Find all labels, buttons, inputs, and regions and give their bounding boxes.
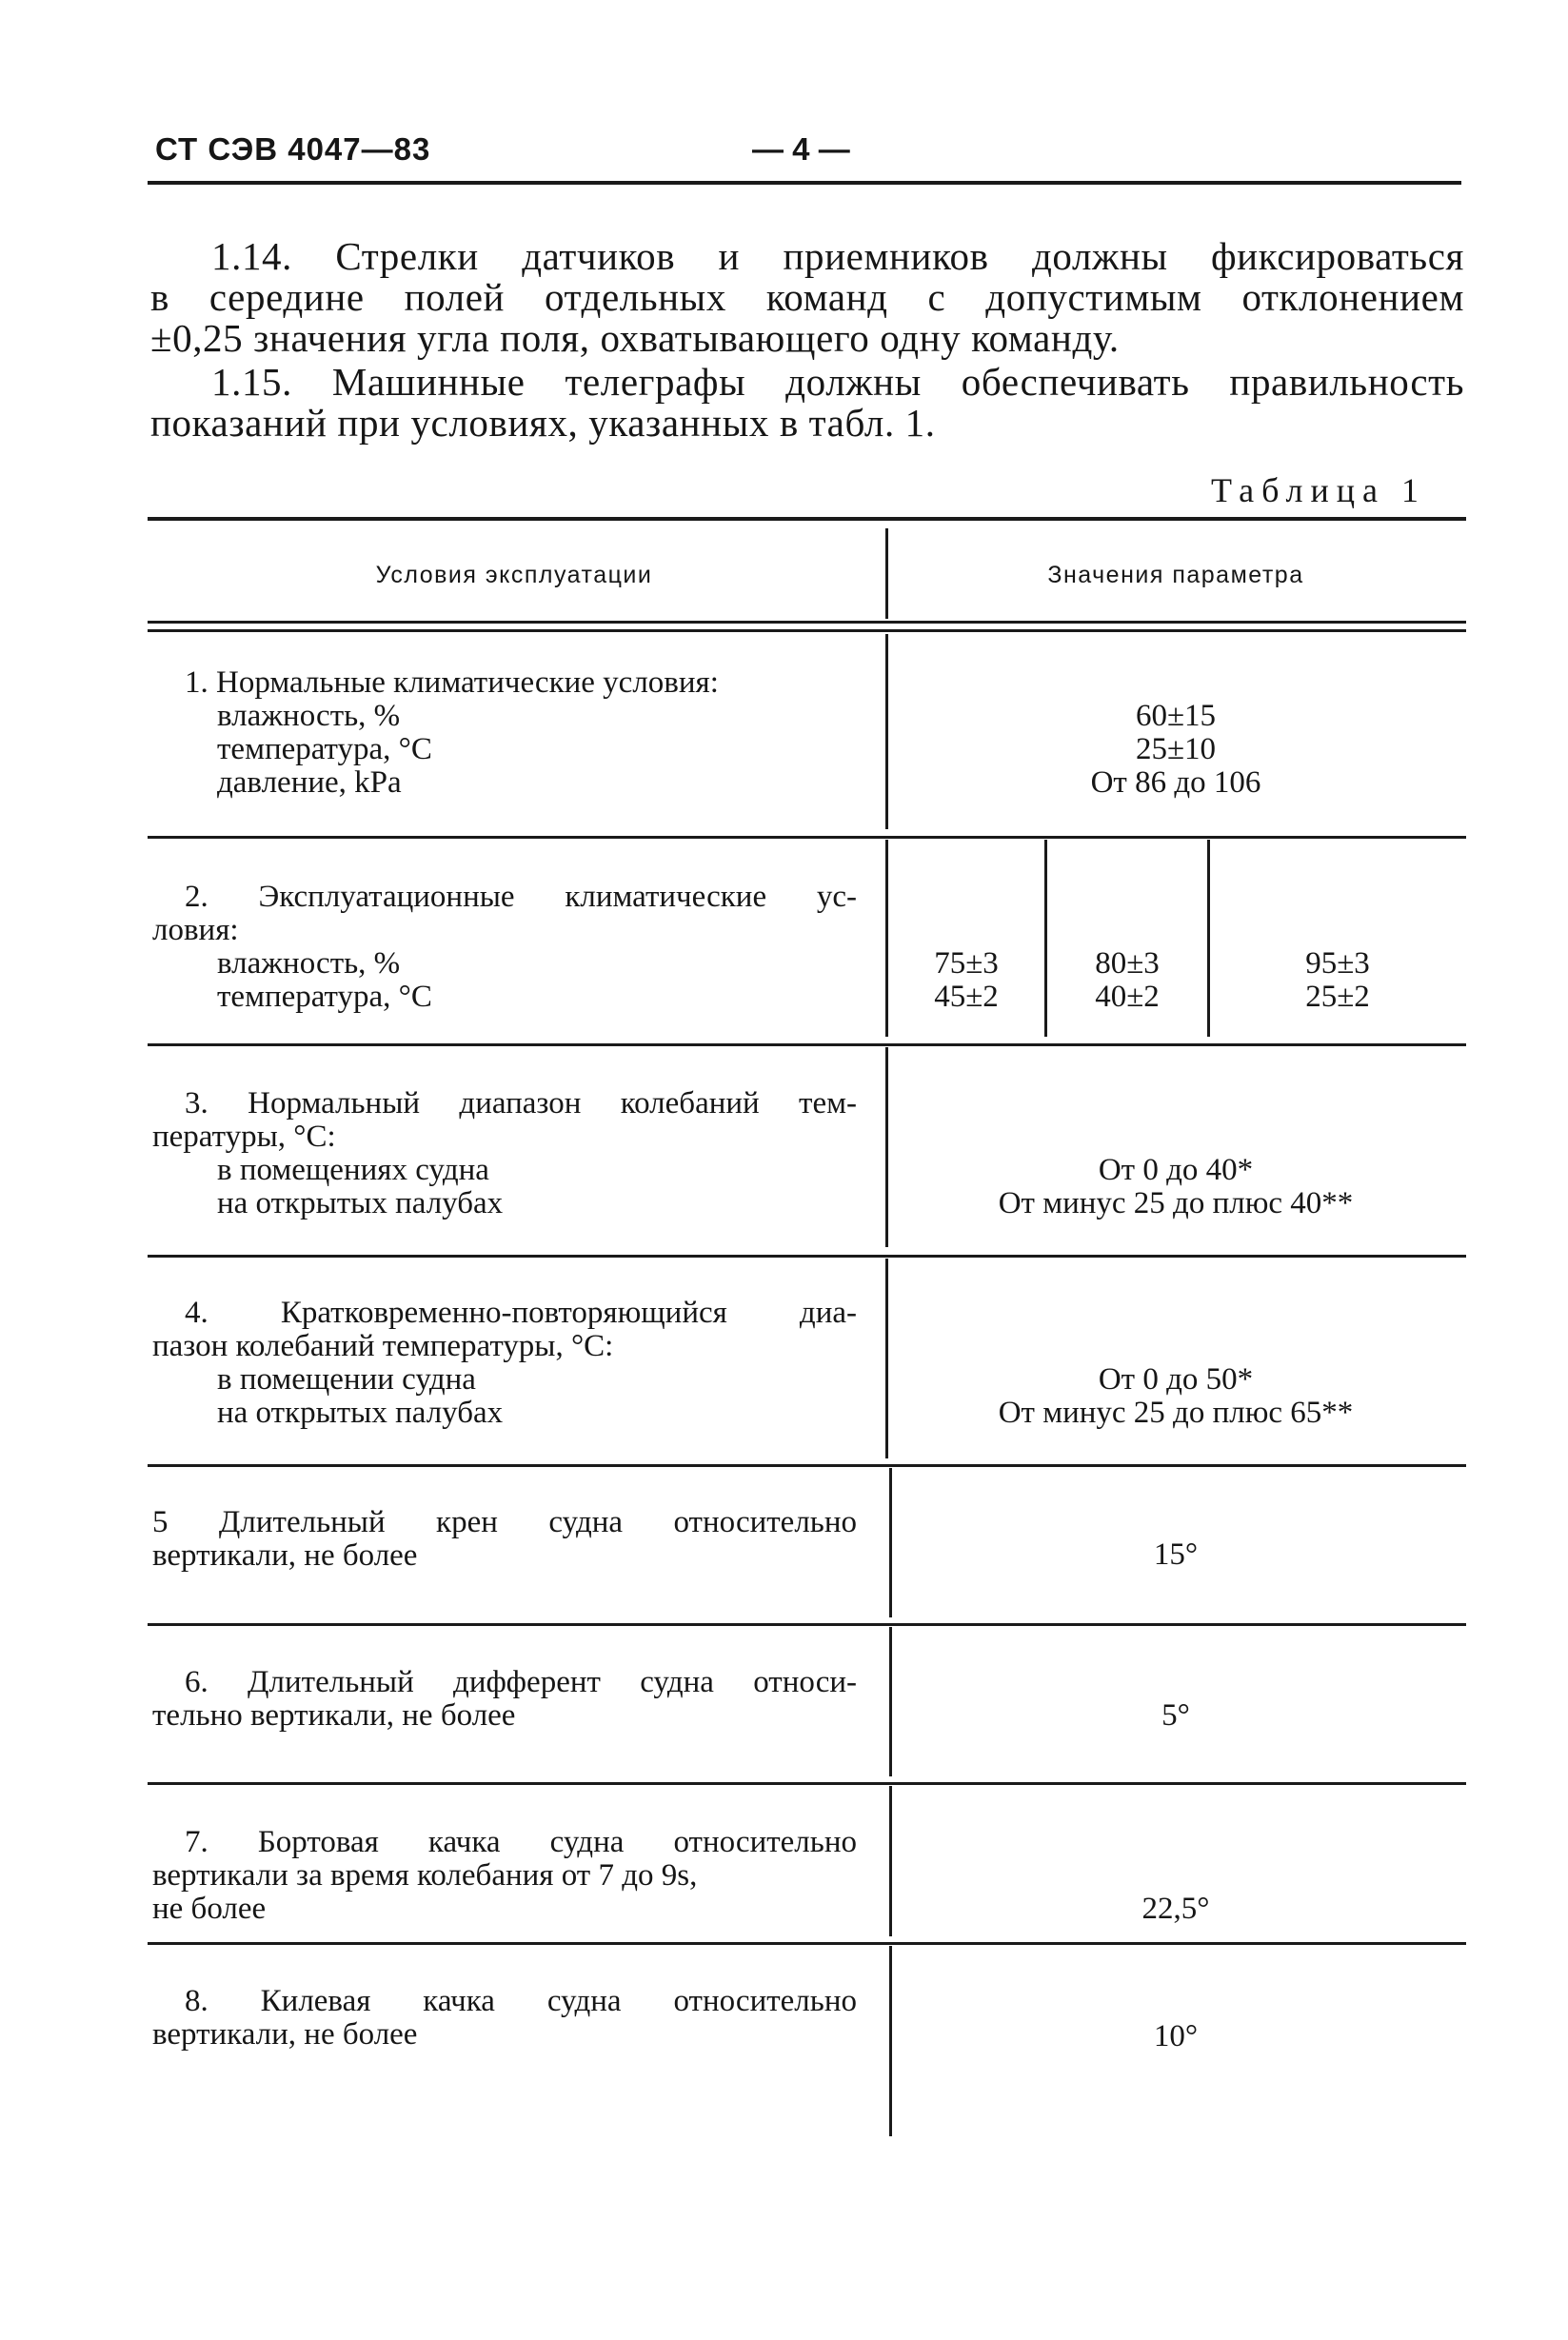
table-row-5-value: [890, 1538, 1461, 1572]
value-line: 95±3: [1305, 946, 1370, 981]
row-separator: [148, 836, 1466, 839]
table-row-4-condition: [152, 1297, 857, 1430]
p1-line: в середине полей отдельных команд с допустимым отклонением: [150, 275, 1464, 319]
table-top-rule: [148, 517, 1466, 521]
value-line: 80±3: [1095, 946, 1160, 981]
table-row-7-value: [890, 1893, 1461, 1926]
condition-line: 3. Нормальный диапазон колебаний тем-: [185, 1086, 857, 1120]
value-line: 5°: [1161, 1698, 1190, 1733]
header-rule: [148, 181, 1461, 185]
condition-line: вертикали, не более: [152, 1538, 418, 1573]
table-row-7-condition: [152, 1826, 857, 1926]
page-header: [148, 124, 1461, 181]
table-caption: Таблица 1: [1211, 471, 1426, 509]
condition-line: давление, kPa: [217, 765, 402, 800]
value-line: 45±2: [934, 980, 999, 1014]
value-line: От минус 25 до плюс 65**: [998, 1396, 1354, 1430]
value-line: От минус 25 до плюс 40**: [998, 1186, 1354, 1220]
condition-line: в помещении судна: [217, 1362, 476, 1397]
column-divider: [885, 634, 888, 829]
table-row-1-condition: [152, 666, 857, 800]
header-rule-upper: [148, 621, 1466, 624]
value-line: 40±2: [1095, 980, 1160, 1014]
table-row-8-value: [890, 2020, 1461, 2053]
header-rule-lower: [148, 629, 1466, 632]
value-line: 25±2: [1305, 980, 1370, 1014]
row-separator: [148, 1255, 1466, 1258]
table-row-2-value-b: [1047, 947, 1207, 1014]
condition-line: пазон колебаний температуры, °С:: [152, 1329, 614, 1363]
condition-line: 8. Килевая качка судна относительно: [185, 1984, 857, 2018]
condition-line: на открытых палубах: [217, 1396, 504, 1430]
condition-line: не более: [152, 1892, 267, 1926]
condition-line: тельно вертикали, не более: [152, 1698, 516, 1733]
table-row-2-value-a: [890, 947, 1042, 1014]
value-line: От 86 до 106: [1090, 765, 1261, 800]
row-separator: [148, 1043, 1466, 1046]
condition-line: 4. Кратковременно-повторяющийся диа-: [185, 1296, 857, 1330]
p2-line: показаний при условиях, указанных в табл. 1.: [150, 401, 936, 445]
column-divider: [885, 840, 888, 1037]
table-row-8-condition: [152, 1985, 857, 2052]
col-header-values: Значения параметра: [1047, 562, 1304, 588]
condition-line: пературы, °С:: [152, 1120, 336, 1154]
condition-line: ловия:: [152, 913, 239, 947]
table-row-2-value-c: [1210, 947, 1465, 1014]
condition-line: 2. Эксплуатационные климатические ус-: [185, 880, 857, 914]
table-row-3-value: [890, 1154, 1461, 1220]
condition-line: влажность, %: [217, 946, 401, 981]
table-row-2-condition: [152, 881, 857, 1014]
condition-line: температура, °С: [217, 732, 432, 766]
condition-line: влажность, %: [217, 699, 401, 733]
value-line: 25±10: [1135, 732, 1217, 766]
condition-line: 1. Нормальные климатические условия:: [185, 665, 719, 700]
column-divider: [885, 1259, 888, 1458]
paragraph-1-14: [150, 236, 1464, 359]
table-row-3-condition: [152, 1087, 857, 1220]
p2-line: 1.15. Машинные телеграфы должны обеспечивать правильность: [211, 360, 1464, 404]
p1-line: 1.14. Стрелки датчиков и приемников должны фиксироваться: [211, 234, 1464, 278]
value-line: От 0 до 40*: [1098, 1153, 1254, 1187]
header-divider: [885, 528, 888, 619]
value-line: 15°: [1153, 1537, 1199, 1572]
condition-line: температура, °С: [217, 980, 432, 1014]
condition-line: в помещениях судна: [217, 1153, 489, 1187]
condition-line: 7. Бортовая качка судна относительно: [185, 1825, 857, 1859]
table-row-6-condition: [152, 1666, 857, 1733]
row-separator: [148, 1942, 1466, 1945]
condition-line: вертикали за время колебания от 7 до 9s,: [152, 1858, 698, 1893]
paragraph-1-15: [150, 362, 1464, 444]
p1-line: ±0,25 значения угла поля, охватывающего одну команду.: [150, 316, 1120, 360]
table-row-4-value: [890, 1363, 1461, 1430]
column-divider: [885, 1047, 888, 1247]
row-separator: [148, 1464, 1466, 1467]
col-header-conditions: Условия эксплуатации: [375, 562, 653, 588]
value-line: 60±15: [1135, 699, 1217, 733]
value-line: 22,5°: [1141, 1892, 1210, 1926]
table-row-5-condition: [152, 1506, 857, 1573]
table-row-1-value: [890, 700, 1461, 800]
condition-line: 6. Длительный дифферент судна относи-: [185, 1665, 857, 1699]
value-line: От 0 до 50*: [1098, 1362, 1254, 1397]
standard-designation: СТ СЭВ 4047—83: [155, 131, 431, 167]
page-number: — 4 —: [752, 131, 850, 167]
value-line: 10°: [1153, 2019, 1199, 2053]
row-separator: [148, 1782, 1466, 1785]
table-row-6-value: [890, 1699, 1461, 1733]
condition-line: 5 Длительный крен судна относительно: [152, 1505, 857, 1539]
row-separator: [148, 1623, 1466, 1626]
value-line: 75±3: [934, 946, 999, 981]
condition-line: на открытых палубах: [217, 1186, 504, 1220]
condition-line: вертикали, не более: [152, 2017, 418, 2052]
